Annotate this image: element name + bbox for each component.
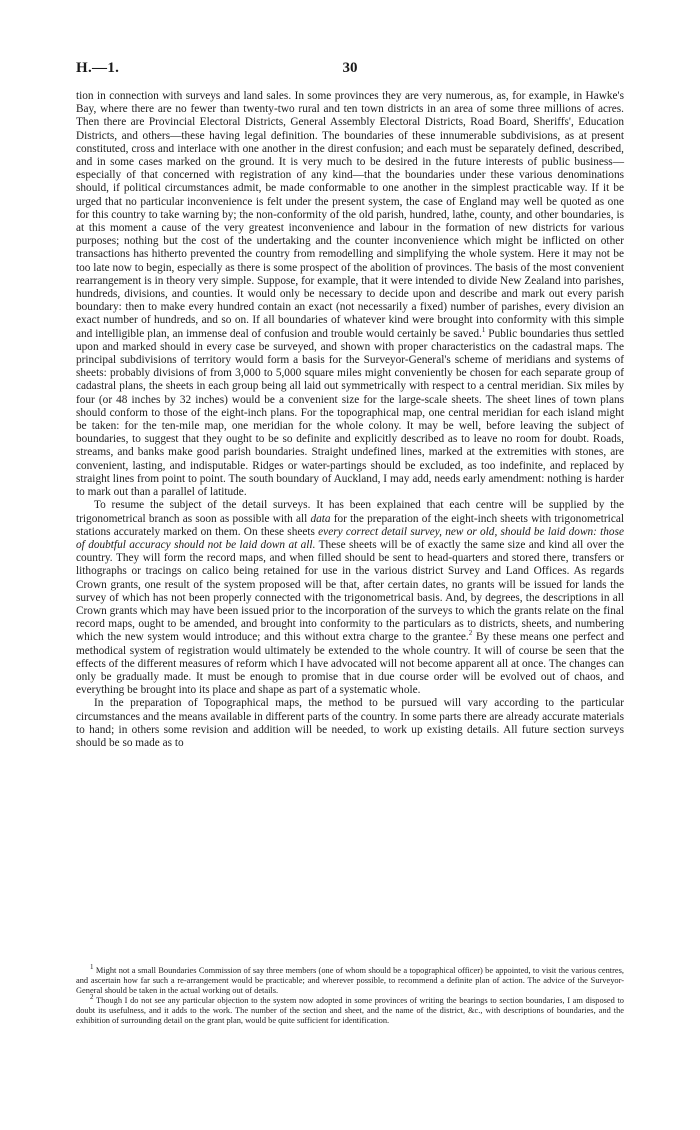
text-run: for the preparation of the eight-inch sheets with trigonometrical stations accurately marked on them. On these sheets (76, 512, 624, 538)
text-run: tion in connection with surveys and land sales. In some provinces they are very numerous, as, for example, in Hawke's Bay, where there are no fewer than twenty-two rural and ten town districts in an area of some three millions of acres. Then there are Provincial Electoral Districts, General Assembly Electoral Districts, Road Board, Sheriffs', Education Districts, and others—these having legal definition. The boundaries of these innumerable subdivisions, as at present constituted, cross and interlace with one another in the direst confusion; and each must be separately defined, described, and in some cases marked on the ground. It is very much to be desired in the future interests of public business—especially of that concerned with registration of any kind—that the boundaries under these various denominations should, if political circumstances admit, be made conformable to one another in the simplest practicable way. If it be urged that no particular inconvenience is felt under the present system, the case of England may well be quoted as one for this country to take warning by; the non-conformity of the old parish, hundred, lathe, county, and other boundaries, is at this moment a cause of the very greatest inconvenience and labour in the formation of new districts for various purposes; nothing but the cost of the undertaking and the counter inconvenience which might be inflicted on other transactions has hitherto prevented the country from remodelling and simplifying the whole system. Here it may not be too late now to begin, especially as there is some prospect of the abolition of provinces. The basis of the most convenient rearrangement is in theory very simple. Suppose, for example, that it were intended to divide New Zealand into parishes, hundreds, divisions, and counties. It would only be necessary to decide upon and describe and mark out every parish boundary: then to make every hundred contain an exact (not necessarily a fixed) number of parishes, every division an exact number of hundreds, and so on. If all boundaries of whatever kind were brought into conformity with this simple and intelligible plan, an immense deal of confusion and trouble would certainly be saved. (76, 90, 624, 340)
paragraph-detail-surveys (76, 499, 624, 697)
paragraph-topographical-maps: In the preparation of Topographical maps, the method to be pursued will vary according to the particular circumstances and the means available in different parts of the country. In some parts there are already accurate materials to hand; in others some revision and addition will be needed, to work up existing details. All future section surveys should be so made as to (76, 697, 624, 749)
footnote-mark: 2 (90, 993, 94, 1002)
footnote-ref-1: 1 (481, 325, 486, 334)
footnote-1 (76, 963, 624, 996)
footnote-text: Might not a small Boundaries Commission of say three members (one of whom should be a topographical officer) be appointed, to visit the various centres, and ascertain how far such a re-arrangement would be practicable; and wherever possible, to recommend a definite plan of action. The advice of the Surveyor-General should be taken in the actual working out of details. (76, 966, 624, 995)
footnote-text: Though I do not see any particular objection to the system now adopted in some provinces of writing the bearings to section boundaries, I am disposed to doubt its usefulness, and it adds to the work. The number of the section and sheet, and the name of the district, &c., with descriptions of boundaries, and the exhibition of surrounding detail on the grant plan, would be quite sufficient for identification. (76, 996, 624, 1025)
text-run: These sheets will be of exactly the same size and kind all over the country. They will form the record maps, and when filled should be sent to head-quarters and stored there, transfers or lithographs or tracings on calico being retained for use in the various district Survey and Land Offices. As regards Crown grants, one result of the system proposed will be that, after certain dates, no grants will be issued for lands the survey of which has not been properly connected with the trigonometrical basis. And, by degrees, the descriptions in all Crown grants which may have been issued prior to the incorporation of the surveys to which the grants relate on the final record maps, ought to be amended, and brought into conformity to the particulars as to districts, sheets, and numbering which the new system would introduce; and this without extra charge to the grantee. (76, 538, 624, 644)
page-header (76, 60, 624, 78)
paragraph-boundaries (76, 90, 624, 499)
main-text (76, 90, 624, 750)
footnote-mark: 1 (90, 963, 94, 972)
text-run: By these means one perfect and methodical system of registration would ultimately be extended to the whole country. It will of course be seen that the effects of the different measures of reform which I have advocated will not become apparent all at once. The changes can only be gradually made. It must be enough to promise that in due course order will be evolved out of chaos, and everything be brought into its place and shape as part of a systematic whole. (76, 631, 624, 697)
page-number: 30 (342, 60, 358, 76)
footnote-2 (76, 993, 624, 1026)
italic-text: data (310, 512, 331, 525)
italic-text: every correct detail survey, new or old, should be laid down: those of doubtful accuracy should not be laid down at all. (76, 525, 624, 551)
text-run: Public boundaries thus settled upon and marked should in every case be surveyed, and shown with proper characteristics on the cadastral maps. The principal subdivisions of territory would form a basis for the Surveyor-General's scheme of meridians and systems of sheets: probably divisions of from 3,000 to 5,000 square miles might conveniently be chosen for each separate group of cadastral plans, the sheets in each group being all laid out symmetrically with respect to a central meridian. Six miles by four (or 48 inches by 32 inches) would be a convenient size for the large-scale sheets. The sheet lines of town plans should conform to those of the eight-inch plans. For the topographical map, one central meridian for each island might be taken: for the ten-mile map, one meridian for the whole colony. It may be well, before leaving the subject of boundaries, to suggest that they ought to be so definite and explicitly described as to leave no room for doubt. Roads, streams, and banks make good parish boundaries. Straight undefined lines, marked at the extremities with stones, are convenient, lasting, and indisputable. Ridges or water-partings should be excluded, as too indefinite, and replaced by straight lines from point to point. The south boundary of Auckland, I may add, needs early amendment: nothing is harder to mark out than a parallel of latitude. (76, 327, 625, 499)
footnote-ref-2: 2 (468, 629, 473, 638)
footnotes (76, 963, 624, 1026)
text-run: To resume the subject of the detail surveys. It has been explained that each centre will be supplied by the trigonometrical branch as soon as possible with all (76, 499, 624, 525)
paper-reference: H.—1. (76, 60, 120, 76)
